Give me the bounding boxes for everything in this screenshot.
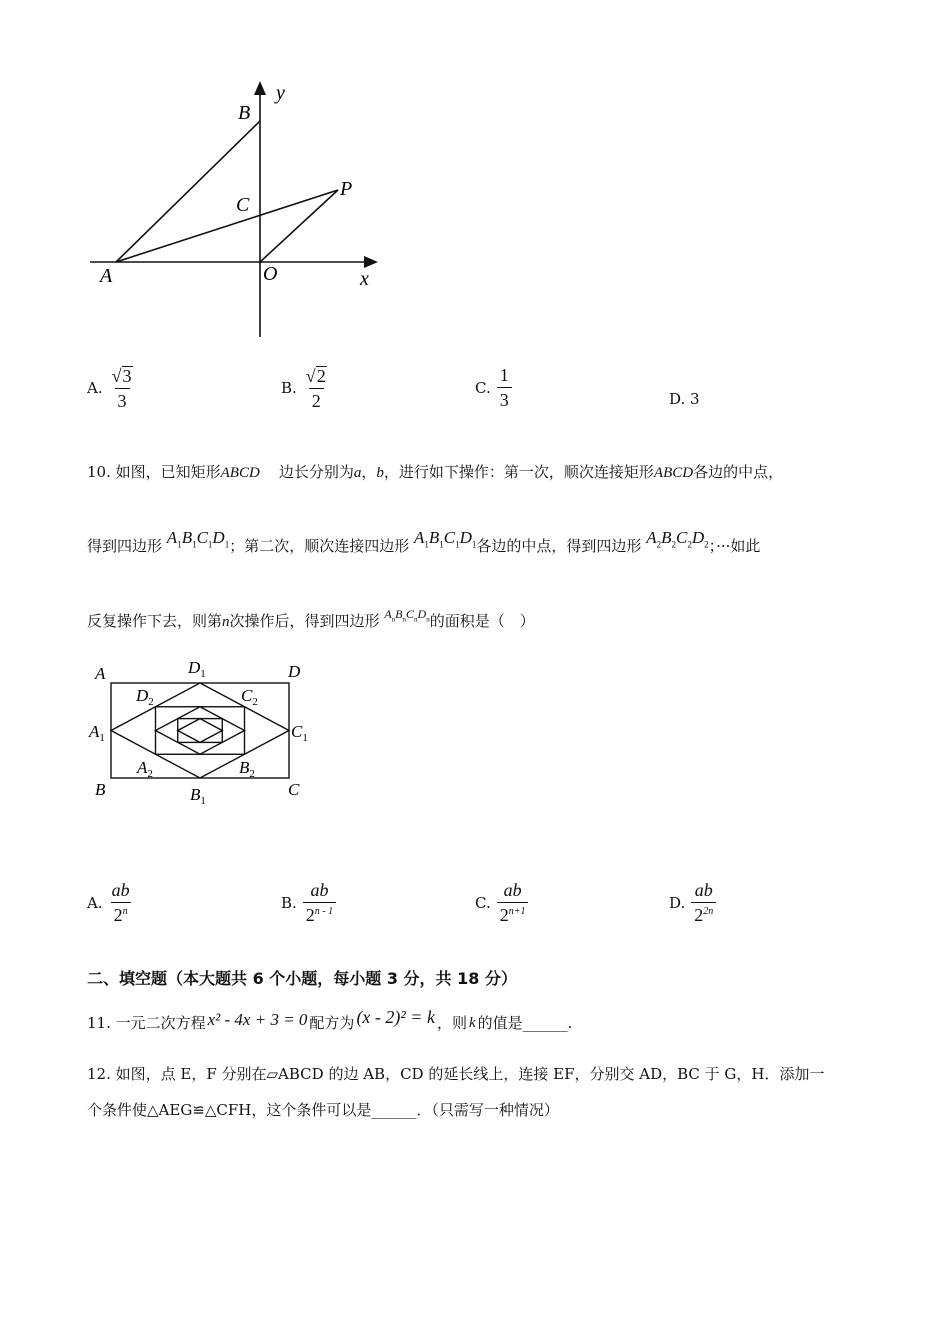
numerator: ab <box>694 880 713 900</box>
label-y: y <box>276 82 285 104</box>
label-P: P <box>340 178 353 200</box>
figure-nested-rectangles <box>85 655 325 810</box>
quad-A1B1C1D1: $A_1B_1C_1D_1$ <box>166 528 230 550</box>
label-A: A <box>95 664 106 683</box>
text: ；···如此 <box>708 537 761 555</box>
q10-option-d[interactable] <box>669 881 716 924</box>
text: 各边的中点，得到四边形 <box>476 537 642 555</box>
quad-A2B2C2D2: $A_2B_2C_2D_2$ <box>646 528 709 550</box>
fraction <box>691 881 716 924</box>
q12-line-2: 个条件使△AEG≌△CFH，这个条件可以是______．（只需写一种情况） <box>87 1101 559 1119</box>
q10-option-a[interactable] <box>87 881 133 924</box>
q11-equation-lhs: x² - 4x + 3 = 0 <box>207 1010 308 1029</box>
q11-prefix: 11. 一元二次方程 <box>87 1014 206 1032</box>
text: 反复操作下去，则第 <box>87 612 223 630</box>
section-2-heading: 二、填空题（本大题共 6 个小题，每小题 3 分，共 18 分） <box>87 969 517 988</box>
q10-option-b[interactable] <box>281 881 336 924</box>
label-B: B <box>95 780 106 799</box>
var-b: b <box>376 465 384 481</box>
rhombus-3 <box>156 707 245 755</box>
text: 10. 如图，已知矩形 <box>87 463 221 481</box>
denominator: $2^{2n}$ <box>691 902 716 924</box>
segment-AB <box>116 121 260 262</box>
q11-equation-rhs: (x - 2)² = k <box>356 1007 435 1027</box>
fraction: √ 2 2 <box>305 366 326 411</box>
label-A: A <box>100 265 113 287</box>
q10-line-3 <box>87 607 535 637</box>
text: ， <box>361 463 377 481</box>
label-D: D <box>288 662 301 681</box>
segment-OP <box>260 190 338 262</box>
q11-tail-b: 的值是______. <box>477 1014 573 1032</box>
denominator: 3 <box>115 388 130 410</box>
label-C2: $C_2$ <box>241 686 258 708</box>
y-axis-arrow <box>254 81 266 95</box>
option-label: B. <box>281 893 297 912</box>
text: 的面积是（ ） <box>429 612 535 630</box>
label-C1: $C_1$ <box>291 722 308 744</box>
label-O: O <box>263 263 278 285</box>
radicand: 3 <box>122 366 132 386</box>
quad-A1B1C1D1-2: $A_1B_1C_1D_1$ <box>414 528 477 550</box>
label-B2: $B_2$ <box>239 758 255 780</box>
figure-coordinate-triangle <box>80 75 390 345</box>
rect-name: ABCD <box>653 465 694 481</box>
denominator: 2$^n$ <box>111 902 131 924</box>
text: 次操作后，得到四边形 <box>229 612 380 630</box>
option-label: B. <box>281 379 297 397</box>
option-label: A. <box>87 379 103 397</box>
q11 <box>87 1007 573 1033</box>
option-label: C. <box>475 893 491 912</box>
numerator: ab <box>111 880 130 900</box>
option-label: D. 3 <box>669 390 700 408</box>
option-label: A. <box>87 893 103 912</box>
rect-A2B2C2D2 <box>156 707 245 755</box>
fraction <box>497 881 529 924</box>
text: ，进行如下操作：第一次，顺次连接矩形 <box>383 463 654 481</box>
segment-AP <box>116 190 338 262</box>
q10-line-2 <box>87 528 761 562</box>
rhombus-5 <box>178 719 223 743</box>
label-B1: $B_1$ <box>190 785 206 807</box>
label-C: C <box>236 194 250 216</box>
q10-line-1 <box>87 462 783 483</box>
q12-line-1: 12. 如图，点 E，F 分别在▱ABCD 的边 AB，CD 的延长线上，连接 EF，分别交 AD，BC 于 G，H．添加一 <box>87 1065 825 1083</box>
label-C: C <box>288 780 300 799</box>
fraction <box>303 881 336 924</box>
q9-option-d[interactable] <box>669 390 700 408</box>
option-label: C. <box>475 378 491 397</box>
rect-name: ABCD <box>220 465 260 481</box>
text: 各边的中点， <box>693 463 784 481</box>
q11-var-k: k <box>468 1015 476 1031</box>
fraction: √ 3 3 <box>111 366 132 411</box>
q9-option-a[interactable] <box>87 366 136 410</box>
label-A1: $A_1$ <box>89 722 105 744</box>
label-B: B <box>238 102 251 124</box>
numerator: ab <box>310 880 329 900</box>
text: 得到四边形 <box>87 537 163 555</box>
numerator: ab <box>503 880 522 900</box>
rect-4 <box>178 719 223 743</box>
var-n: n <box>222 614 230 630</box>
x-axis-arrow <box>364 256 378 268</box>
fraction <box>109 881 133 924</box>
fraction <box>497 366 512 409</box>
q9-option-c[interactable] <box>475 366 512 409</box>
text: 边长分别为 <box>278 463 354 481</box>
label-D2: $D_2$ <box>136 686 154 708</box>
numerator: 1 <box>499 365 509 385</box>
label-x: x <box>360 268 369 290</box>
denominator: 2$^{n - 1}$ <box>303 902 336 924</box>
q11-mid: 配方为 <box>309 1014 355 1032</box>
quad-AnBnCnDn: AnBnCnDn <box>384 607 430 624</box>
text: ；第二次，顺次连接四边形 <box>229 537 410 555</box>
denominator: 2 <box>309 388 324 410</box>
denominator: $2^{n+1}$ <box>497 902 529 924</box>
var-a: a <box>353 465 362 481</box>
label-D1: $D_1$ <box>188 658 206 680</box>
q9-option-b[interactable] <box>281 366 330 410</box>
radicand: 2 <box>316 366 326 386</box>
label-A2: $A_2$ <box>137 758 153 780</box>
q11-tail-a: ，则 <box>436 1014 467 1032</box>
denominator: 3 <box>497 387 512 409</box>
q10-option-c[interactable] <box>475 881 528 924</box>
option-label: D. <box>669 893 686 912</box>
